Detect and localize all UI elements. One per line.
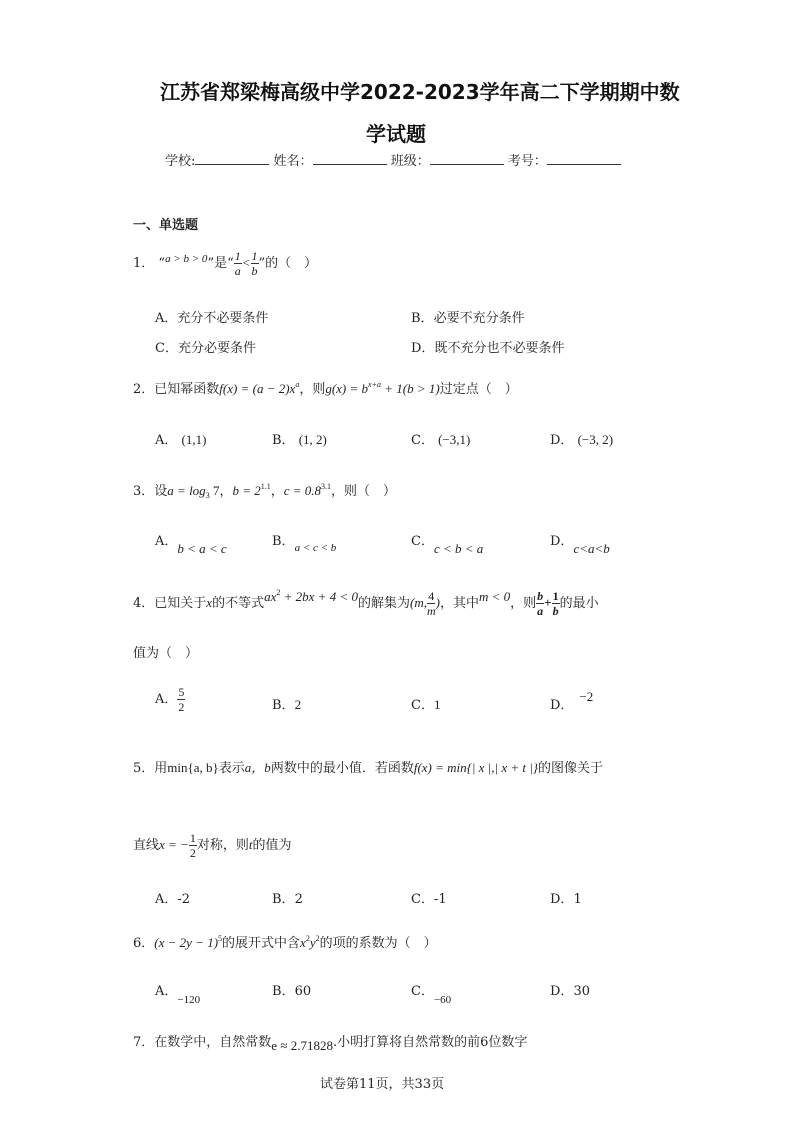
q4-fraction-4m: $\frac{4}{m}$	[426, 589, 436, 618]
q3-option-a[interactable]: A．b < a < c	[155, 534, 227, 556]
q2-sup-a: a	[295, 380, 300, 389]
q5-text-d: 的图像关于	[538, 761, 604, 776]
q2-text-b: ，则	[299, 382, 326, 397]
q4-fraction-ba: $\frac{b}{a}$	[537, 589, 544, 618]
q1-less-than: <	[241, 255, 251, 270]
q1-option-d[interactable]: D．既不充分也不必要条件	[411, 341, 565, 356]
exam-title-line1: 江苏省郑梁梅高级中学2022-2023学年高二下学期期中数	[160, 80, 680, 104]
q4-text-d: ，其中	[439, 596, 479, 611]
q2-math-c: + 1(b > 1)	[380, 381, 440, 396]
q2-sup-b: x+a	[368, 380, 381, 389]
q3-sup-b: 1.1	[260, 482, 271, 491]
question-3	[133, 480, 396, 500]
q6-text-b: 的项的系数为（ ）	[319, 936, 437, 951]
q3-sub-a: 3	[205, 491, 210, 500]
q6-option-a[interactable]: A．$_{-120}$	[155, 984, 201, 1006]
q6-option-d[interactable]: D．30	[550, 984, 590, 999]
exam-number-blank[interactable]	[547, 152, 621, 165]
q1-text-a: “	[158, 256, 166, 271]
q4-option-d[interactable]: D．−2	[550, 689, 594, 713]
q3-text-c: ，	[270, 484, 284, 499]
q3-text-d: ，则（ ）	[331, 484, 397, 499]
q1-math-a: a > b > 0	[165, 253, 208, 265]
q6-sup-a: 5	[218, 934, 223, 943]
q1-fraction-1b: $\frac{1}{b}$	[251, 249, 258, 278]
q6-math-b: x	[300, 935, 306, 950]
name-label: 姓名：	[273, 154, 313, 169]
q4-plus: +	[544, 595, 552, 610]
q4-line2: 值为（ ）	[133, 646, 199, 661]
q4-text-c: 的解集为	[357, 596, 410, 611]
q2-option-a[interactable]: A． (1,1)	[155, 432, 207, 448]
question-2	[133, 378, 518, 397]
q3-math-a2: 7	[209, 483, 220, 498]
school-blank[interactable]	[195, 152, 269, 165]
q4-option-c[interactable]: C．1	[411, 697, 441, 713]
q2-option-b[interactable]: B． (1, 2)	[272, 432, 327, 448]
question-number: 3．	[133, 484, 155, 499]
q4-text-f: 的最小	[559, 596, 599, 611]
q7-math-a: e ≈ 2.71828	[271, 1038, 333, 1053]
q3-math-a: a = log	[167, 483, 206, 498]
question-number: 5．	[133, 761, 155, 776]
question-1	[133, 250, 317, 277]
q3-text-b: ，	[219, 484, 233, 499]
question-4	[133, 588, 599, 617]
q4-option-b[interactable]: B．2	[272, 697, 302, 713]
q4-math-b1: (m,	[409, 595, 427, 610]
question-7	[133, 1031, 528, 1053]
name-blank[interactable]	[313, 152, 387, 165]
q6-math-a: (x − 2y − 1)	[154, 935, 219, 950]
q4-option-a[interactable]: A． $\frac{5}{2}$	[155, 685, 185, 714]
q4-text-a: 已知关于	[154, 596, 207, 611]
q4-math-a2: + 2bx + 4 < 0	[280, 589, 358, 604]
q4-math-a: ax	[264, 589, 277, 604]
q5-fraction-half: $\frac{1}{2}$	[189, 831, 196, 860]
q5-option-b[interactable]: B．2	[272, 892, 303, 907]
q1-option-a[interactable]: A．充分不必要条件	[155, 311, 269, 326]
q4-text-e: ，则	[510, 596, 537, 611]
q5-math-a: min{a, b}	[167, 760, 219, 775]
class-label: 班级：	[390, 154, 430, 169]
q2-math-a: f(x) = (a − 2)x	[219, 381, 296, 396]
q2-text-c: 过定点（ ）	[439, 382, 518, 397]
q2-option-d[interactable]: D． (−3, 2)	[550, 432, 614, 448]
q1-option-b[interactable]: B．必要不充分条件	[411, 311, 525, 326]
q3-math-b: b = 2	[232, 483, 261, 498]
exam-title-line2: 学试题	[366, 122, 426, 146]
q5-math-c: f(x) = min{| x |,| x + t |}	[413, 760, 539, 775]
question-5	[133, 757, 603, 776]
q6-sup-b: 2	[305, 934, 310, 943]
q1-fraction-1a: $\frac{1}{a}$	[234, 249, 241, 278]
q3-math-c: c = 0.8	[283, 483, 322, 498]
q3-text-a: 设	[154, 484, 168, 499]
q1-text-c: ”的（ ）	[258, 256, 318, 271]
q6-option-b[interactable]: B．60	[272, 984, 312, 999]
section-heading: 一、单选题	[133, 218, 199, 233]
exam-number-label: 考号：	[507, 154, 547, 169]
q7-text-b: .小明打算将自然常数的前6位数字	[332, 1035, 528, 1050]
q6-option-c[interactable]: C．$_{-60}$	[411, 984, 452, 1006]
q5-option-c[interactable]: C．-1	[411, 892, 447, 907]
q6-text-a: 的展开式中含	[222, 936, 301, 951]
student-info-row	[165, 150, 621, 169]
q6-math-b2: y	[309, 935, 316, 950]
q3-option-b[interactable]: B．$_{a < c < b}$	[272, 534, 337, 554]
q3-sup-c: 3.1	[321, 482, 332, 491]
q5-math-ab: a，b	[244, 760, 271, 775]
q5-text-a: 用	[154, 761, 168, 776]
q5-line2: 直线x = − $\frac{1}{2}$ 对称，则t的值为	[133, 831, 292, 860]
q6-sup-b2: 2	[315, 934, 320, 943]
q1-option-c[interactable]: C．充分必要条件	[155, 341, 256, 356]
q2-option-c[interactable]: C． (−3,1)	[411, 432, 471, 448]
question-number: 1．	[133, 256, 155, 271]
q5-text-c: 两数中的最小值．若函数	[270, 761, 414, 776]
q4-math-b2: )	[435, 595, 440, 610]
q2-text-a: 已知幂函数	[154, 382, 220, 397]
question-number: 4．	[133, 596, 155, 611]
page-footer: 试卷第11页，共33页	[320, 1077, 445, 1092]
q4-text-b: 的不等式	[212, 596, 265, 611]
q4-option-a-fraction: $\frac{5}{2}$	[178, 685, 185, 714]
q3-option-c[interactable]: C．c < b < a	[411, 534, 484, 556]
school-label: 学校:	[165, 154, 196, 169]
question-number: 6．	[133, 936, 155, 951]
q5-option-a[interactable]: A．-2	[155, 892, 191, 907]
q4-sup-a: 2	[276, 588, 281, 597]
q5-text-b: 表示	[218, 761, 245, 776]
q5-option-d[interactable]: D．1	[550, 892, 582, 907]
question-number: 7．	[133, 1035, 155, 1050]
q4-math-c: m < 0	[478, 589, 511, 604]
question-6	[133, 932, 437, 951]
q4-fraction-1b: $\frac{1}{b}$	[552, 589, 559, 618]
q2-math-b: g(x) = b	[325, 381, 369, 396]
q4-math-x: x	[206, 595, 213, 610]
q7-text-a: 在数学中，自然常数	[154, 1035, 272, 1050]
question-number: 2．	[133, 382, 155, 397]
q3-option-d[interactable]: D．c<a<b	[550, 534, 610, 556]
class-blank[interactable]	[430, 152, 504, 165]
q1-text-b: ”是“	[207, 256, 234, 271]
